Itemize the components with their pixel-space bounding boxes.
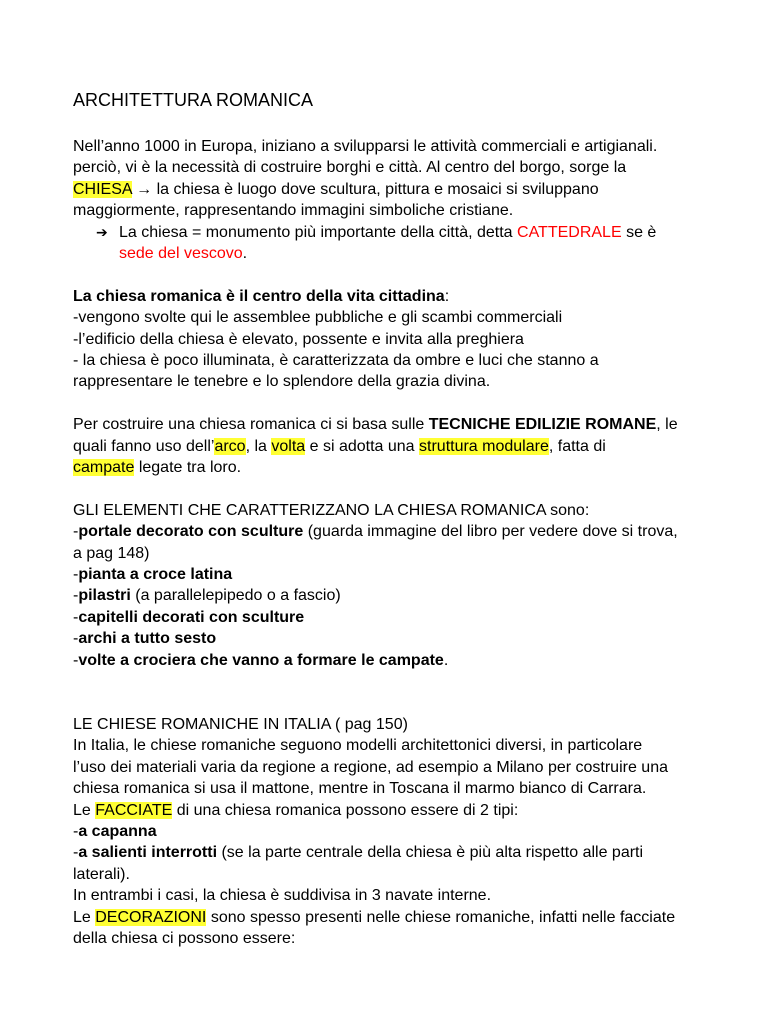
bullet-arrow-icon: ➔ bbox=[96, 223, 108, 240]
dash: - bbox=[73, 523, 79, 541]
list-item bbox=[73, 585, 713, 606]
bold-term: TECNICHE EDILIZIE ROMANE bbox=[428, 416, 657, 434]
text: (a parallelepipedo o a fascio) bbox=[130, 587, 341, 605]
paragraph-line bbox=[73, 907, 713, 928]
dash: - bbox=[73, 651, 79, 669]
list-item bbox=[73, 842, 713, 863]
list-line: - la chiesa è poco illuminata, è caratterizzata da ombre e luci che stanno a bbox=[73, 352, 599, 370]
dash: - bbox=[73, 566, 79, 584]
list-line: -l’edificio della chiesa è elevato, possente e invita alla preghiera bbox=[73, 330, 524, 348]
list-item-cont: a pag 148) bbox=[73, 544, 150, 562]
list-line: -vengono svolte qui le assemblee pubbliche e gli scambi commerciali bbox=[73, 309, 563, 327]
bold-term: pilastri bbox=[78, 587, 131, 605]
paragraph-line: In entrambi i casi, la chiesa è suddivisa in 3 navate interne. bbox=[73, 887, 492, 905]
dash: - bbox=[73, 844, 79, 862]
intro-paragraph bbox=[73, 136, 713, 264]
section-heading: LE CHIESE ROMANICHE IN ITALIA ( pag 150) bbox=[73, 715, 408, 733]
bullet-text: La chiesa = monumento più importante della città, detta bbox=[119, 223, 518, 241]
text: , le bbox=[656, 416, 678, 434]
bold-term: pianta a croce latina bbox=[78, 566, 233, 584]
bullet-text: . bbox=[242, 245, 248, 263]
text: (guarda immagine del libro per vedere dove si trova, bbox=[303, 523, 678, 541]
highlight-arco: arco bbox=[214, 437, 246, 455]
document-title: ARCHITETTURA ROMANICA bbox=[73, 90, 314, 110]
text: quali fanno uso dell’ bbox=[73, 437, 215, 455]
italia-section bbox=[73, 714, 713, 949]
text: di una chiesa romanica possono essere di 2 tipi: bbox=[172, 801, 519, 819]
highlight-volta: volta bbox=[271, 437, 306, 455]
paragraph-line bbox=[73, 800, 713, 821]
intro-line: Nell’anno 1000 in Europa, iniziano a svilupparsi le attività commerciali e artigianali. bbox=[73, 138, 658, 155]
section-heading: GLI ELEMENTI CHE CARATTERIZZANO LA CHIESA ROMANICA sono: bbox=[73, 501, 590, 519]
dash: - bbox=[73, 608, 79, 626]
list-item-cont: laterali). bbox=[73, 865, 130, 883]
sede-vescovo-term: sede del vescovo bbox=[119, 245, 243, 263]
paragraph-line: chiesa romanica si usa il mattone, mentre in Toscana il marmo bianco di Carrara. bbox=[73, 780, 647, 798]
text: (se la parte centrale della chiesa è più alta rispetto alle parti bbox=[217, 844, 644, 862]
dash: - bbox=[73, 587, 79, 605]
text: Per costruire una chiesa romanica ci si basa sulle bbox=[73, 416, 429, 434]
highlight-struttura: struttura modulare bbox=[419, 437, 549, 455]
highlight-facciate: FACCIATE bbox=[95, 801, 173, 819]
bold-term: archi a tutto sesto bbox=[78, 630, 217, 648]
list-item bbox=[73, 650, 713, 671]
intro-text: la chiesa è luogo dove scultura, pittura e mosaici si sviluppano bbox=[152, 180, 599, 198]
intro-line: maggiormente, rappresentando immagini simboliche cristiane. bbox=[73, 202, 514, 220]
cattedrale-bullet bbox=[73, 222, 713, 265]
tecniche-line bbox=[73, 436, 713, 457]
elementi-section bbox=[73, 500, 713, 671]
centro-section bbox=[73, 286, 713, 393]
text: , la bbox=[245, 437, 272, 455]
list-item bbox=[73, 628, 713, 649]
spacer bbox=[73, 693, 713, 714]
list-line: rappresentare le tenebre e lo splendore della grazia divina. bbox=[73, 373, 491, 391]
tecniche-section bbox=[73, 414, 713, 478]
text: legate tra loro. bbox=[134, 459, 242, 477]
bullet-text: se è bbox=[621, 223, 657, 241]
heading-colon: : bbox=[444, 287, 450, 305]
text: Le bbox=[73, 908, 96, 926]
text: e si adotta una bbox=[305, 437, 420, 455]
bold-term: portale decorato con sculture bbox=[78, 523, 304, 541]
bold-heading: La chiesa romanica è il centro della vita cittadina bbox=[73, 287, 445, 305]
list-item bbox=[73, 821, 713, 842]
highlight-campate: campate bbox=[73, 459, 135, 477]
paragraph-line: l’uso dei materiali varia da regione a regione, ad esempio a Milano per costruire una bbox=[73, 758, 668, 776]
intro-line: perciò, vi è la necessità di costruire borghi e città. Al centro del borgo, sorge la bbox=[73, 159, 627, 177]
text: . bbox=[443, 651, 449, 669]
text: sono spesso presenti nelle chiese romaniche, infatti nelle facciate bbox=[206, 908, 676, 926]
document-body bbox=[73, 88, 713, 949]
list-item bbox=[73, 521, 713, 542]
tecniche-line bbox=[73, 457, 713, 478]
arrow-right-icon: → bbox=[136, 180, 153, 198]
tecniche-line bbox=[73, 414, 713, 435]
bold-term: a capanna bbox=[78, 822, 157, 840]
intro-line bbox=[73, 179, 713, 200]
paragraph-line: In Italia, le chiese romaniche seguono modelli architettonici diversi, in particolare bbox=[73, 737, 643, 755]
spacer bbox=[73, 264, 713, 285]
highlight-chiesa: CHIESA bbox=[73, 180, 132, 198]
dash: - bbox=[73, 630, 79, 648]
text: , fatta di bbox=[548, 437, 606, 455]
spacer bbox=[73, 478, 713, 499]
spacer bbox=[73, 393, 713, 414]
text: Le bbox=[73, 801, 96, 819]
bold-term: capitelli decorati con sculture bbox=[78, 608, 305, 626]
dash: - bbox=[73, 822, 79, 840]
cattedrale-term: CATTEDRALE bbox=[517, 223, 622, 241]
bold-term: volte a crociera che vanno a formare le campate bbox=[78, 651, 444, 669]
list-item bbox=[73, 607, 713, 628]
spacer bbox=[73, 671, 713, 692]
paragraph-line: della chiesa ci possono essere: bbox=[73, 929, 296, 947]
bold-term: a salienti interrotti bbox=[78, 844, 218, 862]
highlight-decorazioni: DECORAZIONI bbox=[95, 908, 207, 926]
list-item bbox=[73, 564, 713, 585]
section-heading bbox=[73, 286, 713, 307]
